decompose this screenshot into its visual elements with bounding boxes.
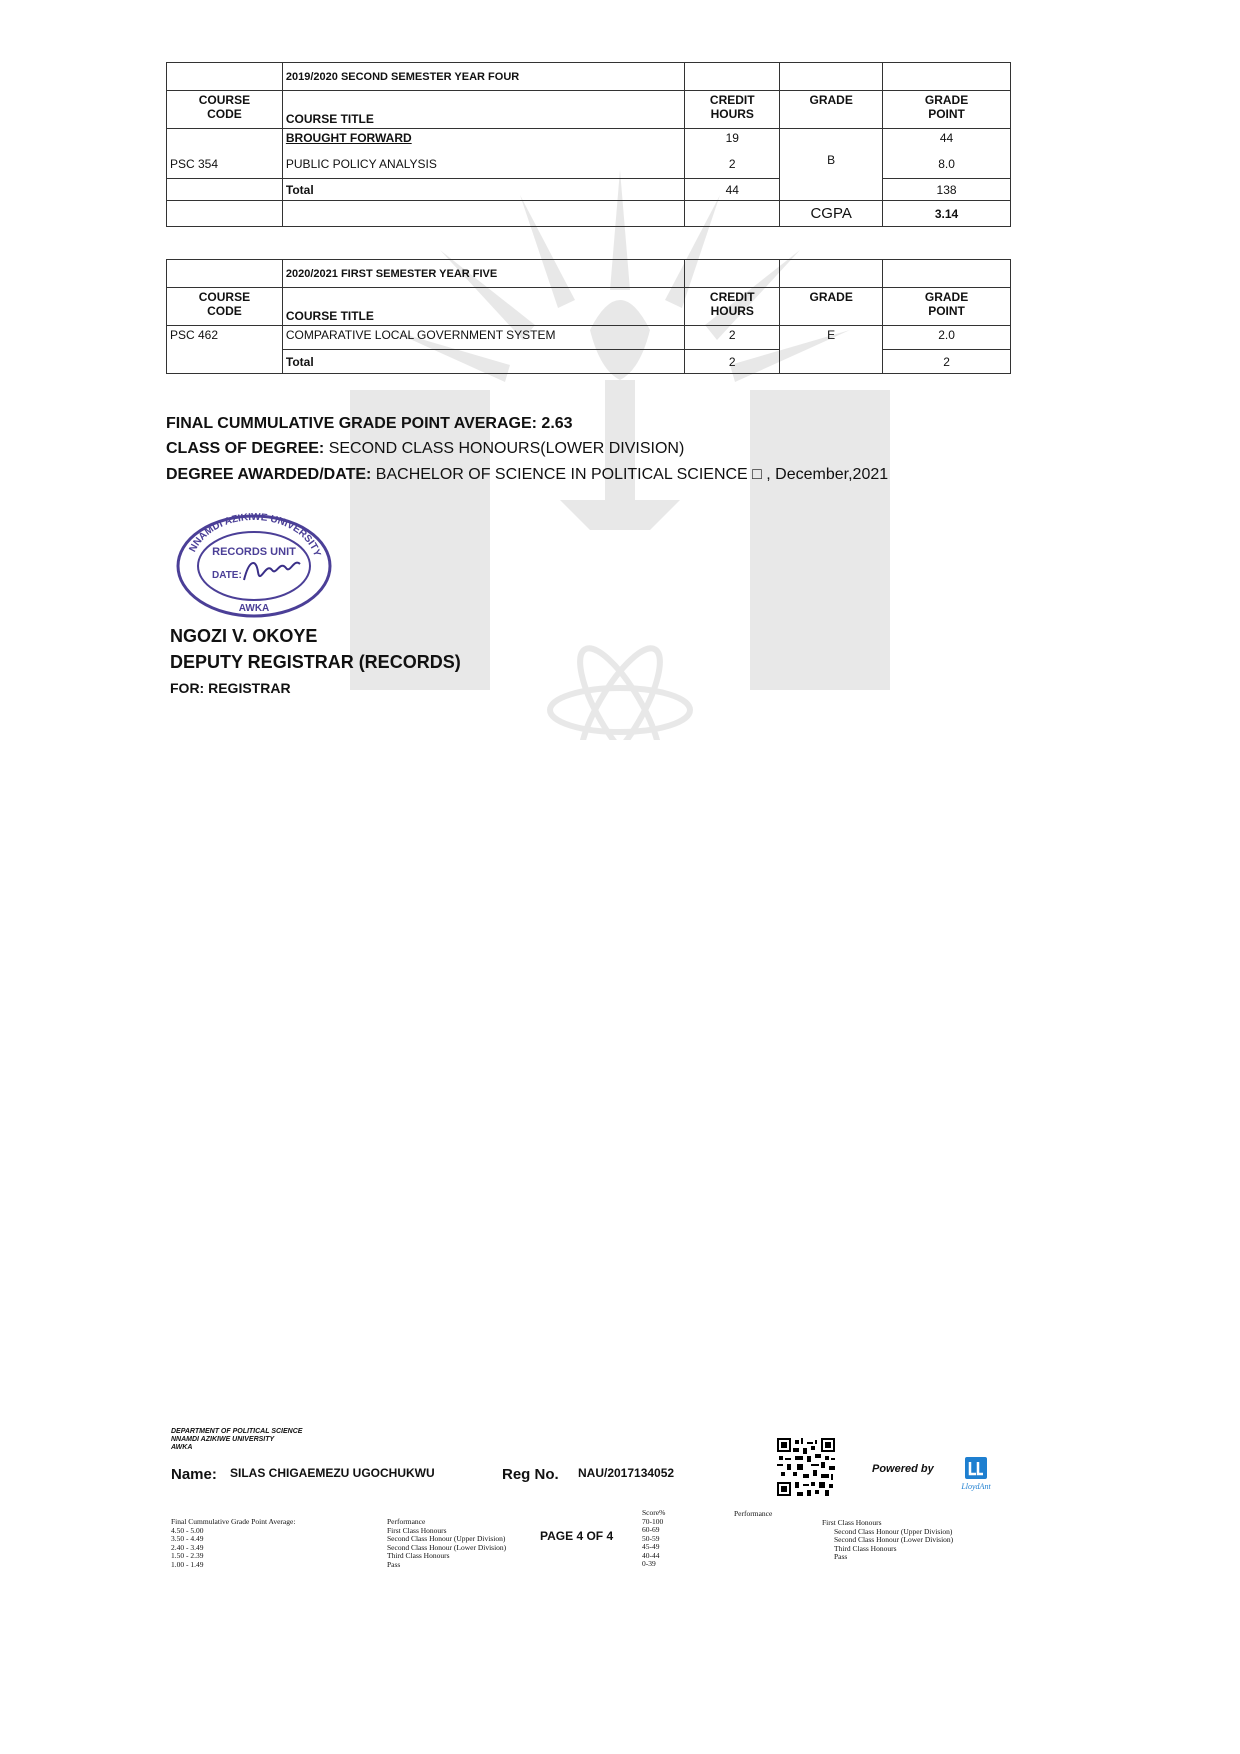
score-value: 45-49 [642,1542,660,1551]
header-credit-hours: CREDIT HOURS [685,288,780,326]
cgpa-label: CGPA [780,201,883,227]
perf-value: Pass [387,1559,401,1569]
final-cgpa-line [166,415,573,433]
grade: E [780,326,883,350]
perf-value: First Class Honours [387,1525,447,1535]
dept-line-2: NNAMDI AZIKIWE UNIVERSITY [171,1436,275,1443]
final-cgpa-value: 2.63 [541,415,573,432]
session-title: 2020/2021 FIRST SEMESTER YEAR FIVE [282,260,684,288]
perf2-value: Second Class Honour (Lower Division) [834,1535,954,1544]
total-credit: 44 [685,179,780,201]
perf2-value: Pass [834,1552,848,1561]
department-block [171,1428,302,1452]
score-column [642,1509,665,1569]
header-course-code: COURSE CODE [167,288,283,326]
score-value: 60-69 [642,1525,660,1534]
total-point: 138 [883,179,1011,201]
dept-line-3: AWKA [171,1444,193,1451]
course-title: COMPARATIVE LOCAL GOVERNMENT SYSTEM [282,326,684,350]
course-title: PUBLIC POLICY ANALYSIS [282,151,684,179]
perf-value: Second Class Honour (Lower Division) [387,1542,507,1552]
scale-range: 3.50 - 4.49 [171,1534,204,1543]
brought-forward-point: 44 [883,129,1011,151]
semester-table-2019-2020 [166,62,1011,227]
stamp-date: DATE: [212,570,242,581]
scale-header: Final Cummulative Grade Point Average: [171,1517,296,1526]
brought-forward-label: BROUGHT FORWARD [282,129,684,151]
class-of-degree-line [166,440,684,458]
cgpa-value: 3.14 [883,201,1011,227]
degree-awarded-label: DEGREE AWARDED/DATE: [166,466,372,483]
grade-point: 8.0 [883,151,1011,179]
total-point: 2 [883,350,1011,374]
grade-point: 2.0 [883,326,1011,350]
brand-logo-icon [964,1456,988,1480]
perf-header: Performance [387,1517,426,1526]
brand-name: LloydAnt [961,1482,991,1491]
course-code: PSC 354 [167,151,283,179]
perf-value: Third Class Honours [387,1551,450,1560]
grade: B [827,152,836,167]
header-grade: GRADE [780,288,883,326]
scale-range: 1.00 - 1.49 [171,1559,204,1569]
scale-range: 1.50 - 2.39 [171,1551,204,1560]
dept-line-1: DEPARTMENT OF POLITICAL SCIENCE [171,1428,303,1435]
class-of-degree-label: CLASS OF DEGREE: [166,440,325,457]
total-credit: 2 [685,350,780,374]
score-header: Score% [642,1508,666,1517]
perf-value: Second Class Honour (Upper Division) [387,1534,506,1543]
semester-table-2020-2021 [166,259,1011,374]
scale-range: 2.40 - 3.49 [171,1542,204,1552]
signatory-name: NGOZI V. OKOYE [170,626,318,646]
header-grade: GRADE [780,91,883,129]
perf2-value: First Class Honours [822,1518,882,1527]
grading-scale-performance [387,1518,506,1569]
stamp-ring-text: NNAMDI AZIKIWE UNIVERSITY [187,511,323,559]
degree-awarded-value: BACHELOR OF SCIENCE IN POLITICAL SCIENCE □ , December,2021 [375,466,889,483]
header-credit-hours: CREDIT HOURS [685,91,780,129]
reg-no-value: NAU/2017134052 [578,1466,675,1480]
total-label: Total [282,350,684,374]
header-grade-point: GRADE POINT [883,288,1011,326]
reg-no-label: Reg No. [502,1466,559,1483]
records-unit-stamp [174,510,334,618]
total-label: Total [282,179,684,201]
stamp-unit: RECORDS UNIT [212,546,296,558]
class-of-degree-value: SECOND CLASS HONOURS(LOWER DIVISION) [328,440,685,457]
perf2-value: Third Class Honours [834,1543,897,1553]
header-course-title: COURSE TITLE [282,91,684,129]
score-value: 40-44 [642,1550,660,1560]
course-code: PSC 462 [167,326,283,350]
signatory-title: DEPUTY REGISTRAR (RECORDS) [170,652,461,672]
final-cgpa-label: FINAL CUMMULATIVE GRADE POINT AVERAGE: [166,415,537,432]
name-label: Name: [171,1466,217,1483]
credit-hours: 2 [685,326,780,350]
page-number: PAGE 4 OF 4 [540,1529,614,1543]
stamp-city: AWKA [238,603,270,614]
header-course-title: COURSE TITLE [282,288,684,326]
score-value: 70-100 [642,1516,664,1526]
brought-forward-credit: 19 [685,129,780,151]
perf2-value: Second Class Honour (Upper Division) [834,1526,953,1536]
brand-logo [952,1456,1000,1494]
header-course-code: COURSE CODE [167,91,283,129]
performance-column-2 [822,1519,953,1562]
session-title: 2019/2020 SECOND SEMESTER YEAR FOUR [282,63,684,91]
scale-range: 4.50 - 5.00 [171,1525,204,1535]
blank-cell [167,63,283,91]
credit-hours: 2 [685,151,780,179]
grading-scale-ranges [171,1518,295,1569]
signature-scribble [244,563,300,580]
student-name: SILAS CHIGAEMEZU UGOCHUKWU [230,1466,435,1480]
score-value: 50-59 [642,1533,660,1543]
signatory-for: FOR: REGISTRAR [170,680,291,696]
powered-by-label: Powered by [872,1463,934,1475]
degree-awarded-line [166,466,888,484]
score-value: 0-39 [642,1559,656,1568]
qr-code-icon [777,1438,835,1496]
header-grade-point: GRADE POINT [883,91,1011,129]
performance-header-2: Performance [734,1509,773,1518]
